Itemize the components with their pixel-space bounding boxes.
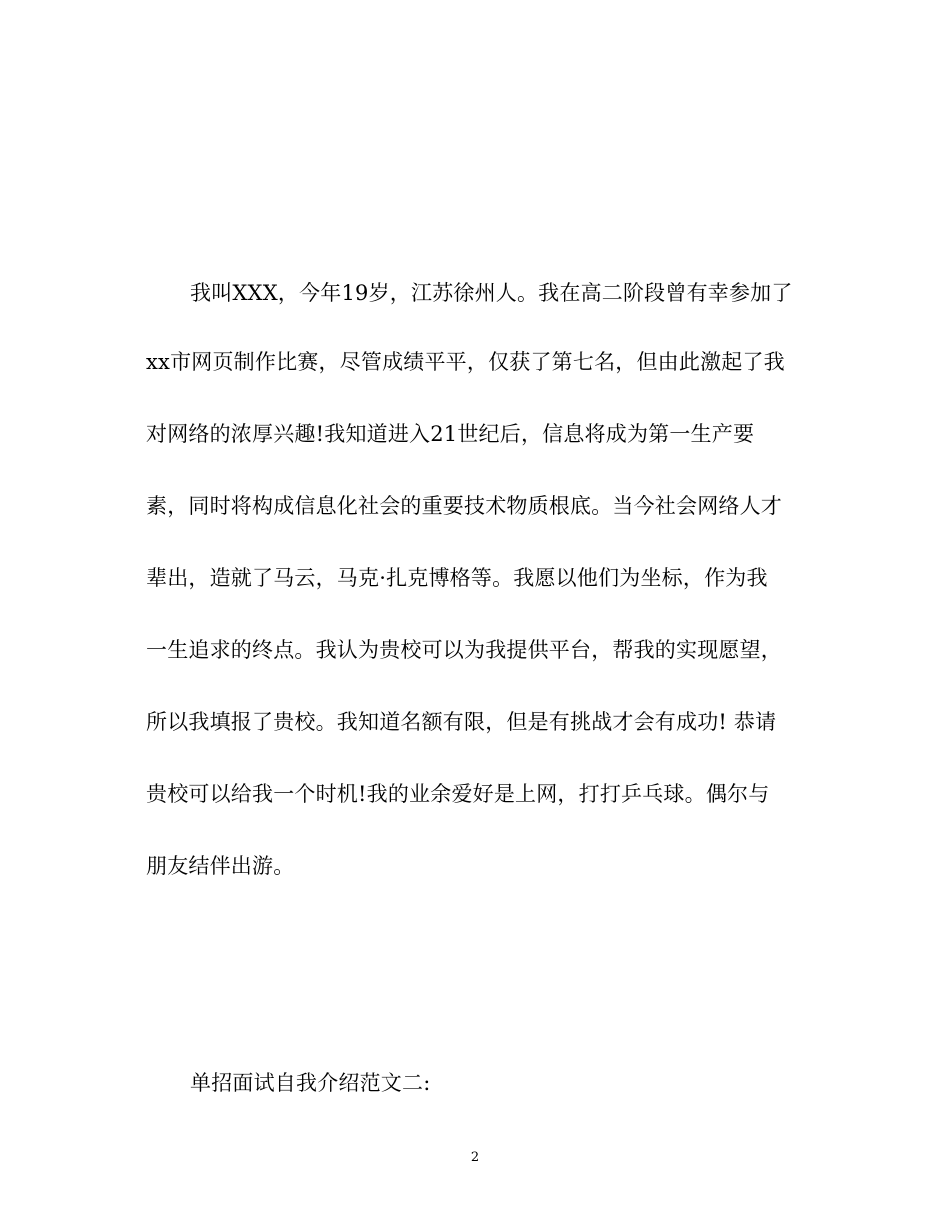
section-heading: 单招面试自我介绍范文二: <box>190 1071 431 1095</box>
paragraph-line: xx市网页制作比赛，尽管成绩平平，仅获了第七名，但由此激起了我 <box>146 350 785 374</box>
paragraph-line: 素，同时将构成信息化社会的重要技术物质根底。当今社会网络人才 <box>146 494 782 518</box>
paragraph-line: 对网络的浓厚兴趣!我知道进入21世纪后，信息将成为第一生产要 <box>146 422 755 446</box>
paragraph-line: 贵校可以给我一个时机!我的业余爱好是上网，打打乒乓球。偶尔与 <box>146 782 770 806</box>
paragraph-line: 辈出，造就了马云，马克·扎克博格等。我愿以他们为坐标，作为我 <box>146 566 768 590</box>
paragraph-line: 所以我填报了贵校。我知道名额有限，但是有挑战才会有成功! 恭请 <box>146 710 777 734</box>
paragraph-line: 一生追求的终点。我认为贵校可以为我提供平台，帮我的实现愿望， <box>146 638 782 662</box>
paragraph-line: 朋友结伴出游。 <box>146 854 295 878</box>
paragraph-line: 我叫XXX，今年19岁，江苏徐州人。我在高二阶段曾有幸参加了 <box>190 281 793 305</box>
page-number: 2 <box>470 1150 480 1165</box>
